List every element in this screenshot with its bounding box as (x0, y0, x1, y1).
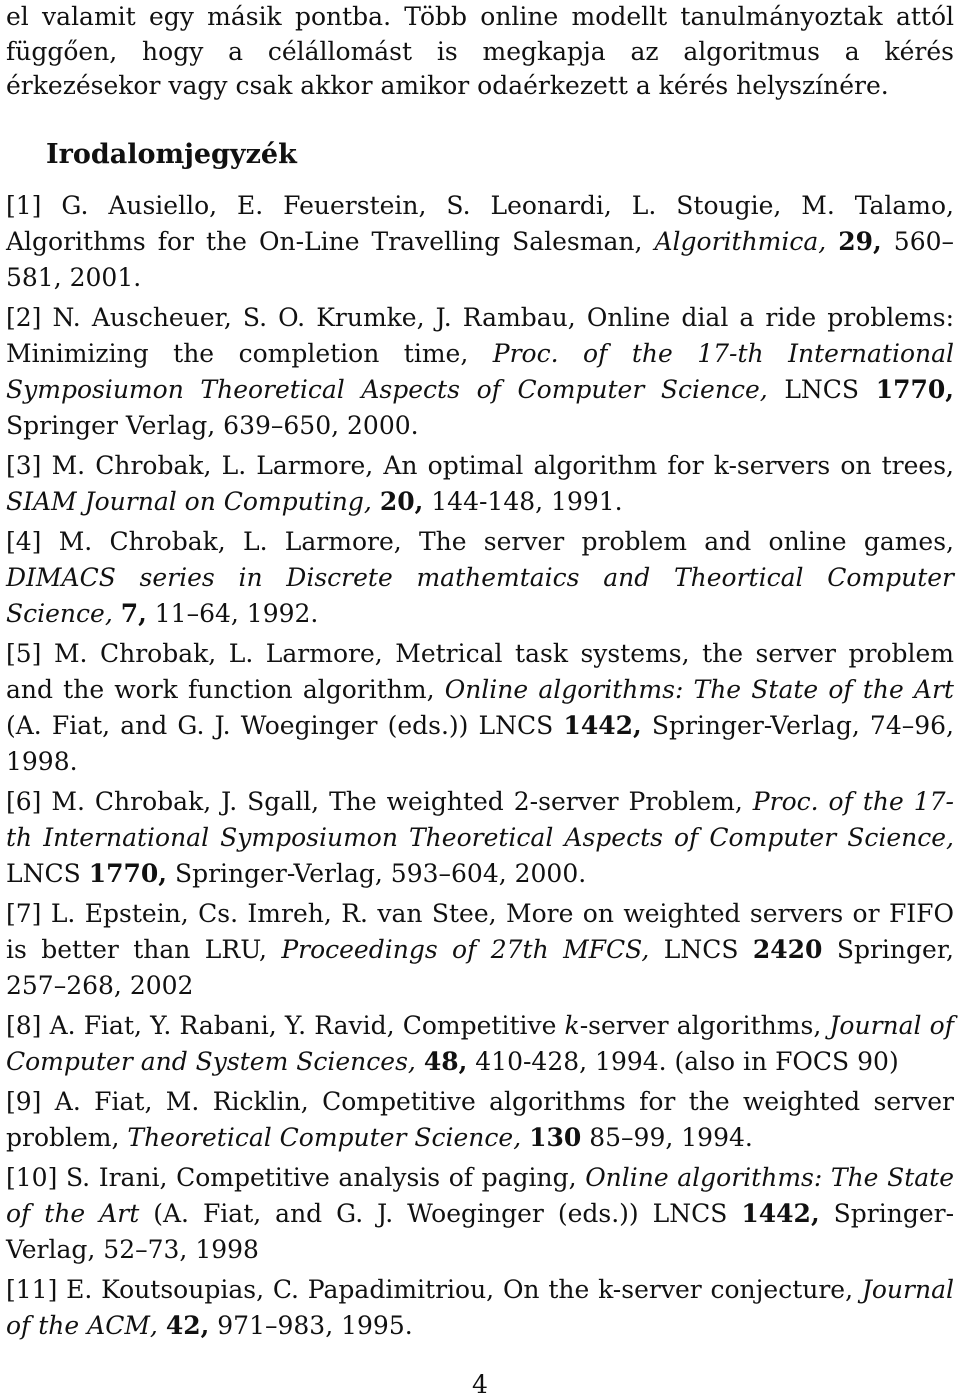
reference-venue: Algorithmica, (654, 226, 827, 256)
reference-volume: 1442, (563, 710, 642, 740)
reference-title-start: Competitive (402, 1010, 557, 1040)
reference-pages-year: Springer Verlag, 639–650, 2000. (6, 410, 419, 440)
reference-authors: E. Koutsoupias, C. Papadimitriou, (66, 1274, 495, 1304)
reference-list (6, 188, 954, 1344)
reference-authors: N. Auscheuer, S. O. Krumke, J. Rambau, (52, 302, 576, 332)
reference-title: The weighted 2-server Problem, (329, 786, 743, 816)
reference-item (6, 1008, 954, 1080)
reference-title: Algorithms for the On-Line Travelling Salesman, (6, 226, 643, 256)
reference-item (6, 1272, 954, 1344)
reference-volume: 20, (379, 486, 424, 516)
reference-volume: 42, (165, 1310, 210, 1340)
reference-volume: 1770, (875, 374, 954, 404)
reference-number: [6] (6, 786, 42, 816)
reference-pages-year: 11–64, 1992. (154, 598, 319, 628)
reference-editors: (A. Fiat, and G. J. Woeginger (eds.)) LNCS (153, 1198, 728, 1228)
reference-pages-year: Springer-Verlag, 52–73, 1998 (6, 1198, 955, 1264)
reference-title: An optimal algorithm for k-servers on trees, (383, 450, 954, 480)
reference-title-end: -server algorithms, (579, 1010, 822, 1040)
reference-number: [3] (6, 450, 42, 480)
reference-authors: G. Ausiello, E. Feuerstein, S. Leonardi, L. Stougie, M. Talamo, (61, 190, 954, 220)
reference-item (6, 896, 954, 1004)
reference-authors: M. Chrobak, L. Larmore, (51, 450, 374, 480)
reference-venue: Proc. of the 17-th International Symposiumon Theoretical Aspects of Computer Science, (6, 338, 954, 404)
bibliography-heading: Irodalomjegyzék (46, 138, 297, 170)
reference-item (6, 636, 954, 780)
reference-volume: 130 (529, 1122, 582, 1152)
reference-number: [9] (6, 1086, 42, 1116)
reference-number: [4] (6, 526, 42, 556)
reference-number: [10] (6, 1162, 58, 1192)
reference-title: Online dial a ride problems: Minimizing the completion time, (6, 302, 955, 368)
reference-venue: Online algorithms: The State of the Art (6, 1162, 954, 1228)
reference-title: Competitive analysis of paging, (176, 1162, 577, 1192)
reference-venue: SIAM Journal on Computing, (6, 486, 372, 516)
reference-title: More on weighted servers or FIFO is better than LRU, (6, 898, 955, 964)
reference-authors: A. Fiat, M. Ricklin, (54, 1086, 309, 1116)
reference-series: LNCS (784, 374, 860, 404)
reference-venue: Theoretical Computer Science, (127, 1122, 522, 1152)
reference-volume: 48, (423, 1046, 468, 1076)
reference-authors: M. Chrobak, L. Larmore, (58, 526, 402, 556)
reference-pages-year: Springer-Verlag, 74–96, 1998. (6, 710, 954, 776)
reference-venue: Journal of the ACM, (6, 1274, 954, 1340)
reference-series: LNCS (6, 858, 81, 888)
reference-number: [11] (6, 1274, 58, 1304)
reference-volume: 1442, (741, 1198, 820, 1228)
reference-number: [8] (6, 1010, 42, 1040)
reference-venue: Online algorithms: The State of the Art (444, 674, 954, 704)
reference-title (403, 1011, 822, 1040)
reference-item (6, 448, 954, 520)
reference-authors: M. Chrobak, L. Larmore, (53, 638, 383, 668)
reference-item (6, 1084, 954, 1156)
reference-authors: L. Epstein, Cs. Imreh, R. van Stee, (50, 898, 497, 928)
reference-authors: M. Chrobak, J. Sgall, (51, 786, 320, 816)
reference-pages-year: 560–581, 2001. (6, 226, 955, 292)
reference-volume: 2420 (752, 934, 823, 964)
reference-title: Metrical task systems, the server problem and the work function algorithm, (6, 638, 955, 704)
reference-authors: S. Irani, (65, 1162, 168, 1192)
reference-volume: 1770, (88, 858, 167, 888)
reference-title: Competitive algorithms for the weighted server problem, (6, 1086, 954, 1152)
reference-item (6, 300, 954, 444)
reference-item (6, 1160, 954, 1268)
reference-number: [2] (6, 302, 42, 332)
reference-item (6, 524, 954, 632)
page-number: 4 (472, 1370, 488, 1399)
page-content (6, 0, 954, 1348)
reference-pages-year: Springer-Verlag, 593–604, 2000. (174, 858, 587, 888)
reference-item (6, 784, 954, 892)
reference-title: On the k-server conjecture, (502, 1274, 854, 1304)
reference-number: [7] (6, 898, 42, 928)
reference-pages-year: 971–983, 1995. (217, 1310, 413, 1340)
reference-venue: Proceedings of 27th MFCS, (281, 934, 650, 964)
reference-venue: Journal of Computer and System Sciences, (6, 1010, 954, 1076)
reference-number: [1] (6, 190, 42, 220)
reference-item (6, 188, 954, 296)
reference-authors: A. Fiat, Y. Rabani, Y. Ravid, (49, 1010, 395, 1040)
reference-volume: 29, (838, 226, 882, 256)
reference-pages-year: Springer, 257–268, 2002 (6, 934, 954, 1000)
reference-pages-year: 144-148, 1991. (431, 486, 623, 516)
reference-pages-year: 85–99, 1994. (589, 1122, 753, 1152)
reference-title-math-k: k (564, 1010, 580, 1040)
reference-venue: Proc. of the 17-th International Symposiumon Theoretical Aspects of Computer Science, (6, 786, 955, 852)
reference-series: LNCS (663, 934, 739, 964)
reference-editors: (A. Fiat, and G. J. Woeginger (eds.)) LNCS (6, 710, 554, 740)
reference-title: The server problem and online games, (418, 526, 955, 556)
reference-volume: 7, (120, 598, 147, 628)
intro-paragraph: el valamit egy másik pontba. Több online modellt tanulmányoztak attól függően, hogy a célállomást is megkapja az algoritmus a kérés érkezésekor vagy csak akkor amikor odaérkezett a kérés helyszínére. (6, 2, 954, 100)
reference-pages-year: 410-428, 1994. (also in FOCS 90) (475, 1046, 899, 1076)
reference-venue: DIMACS series in Discrete mathemtaics and Theortical Computer Science, (6, 562, 954, 628)
reference-number: [5] (6, 638, 42, 668)
